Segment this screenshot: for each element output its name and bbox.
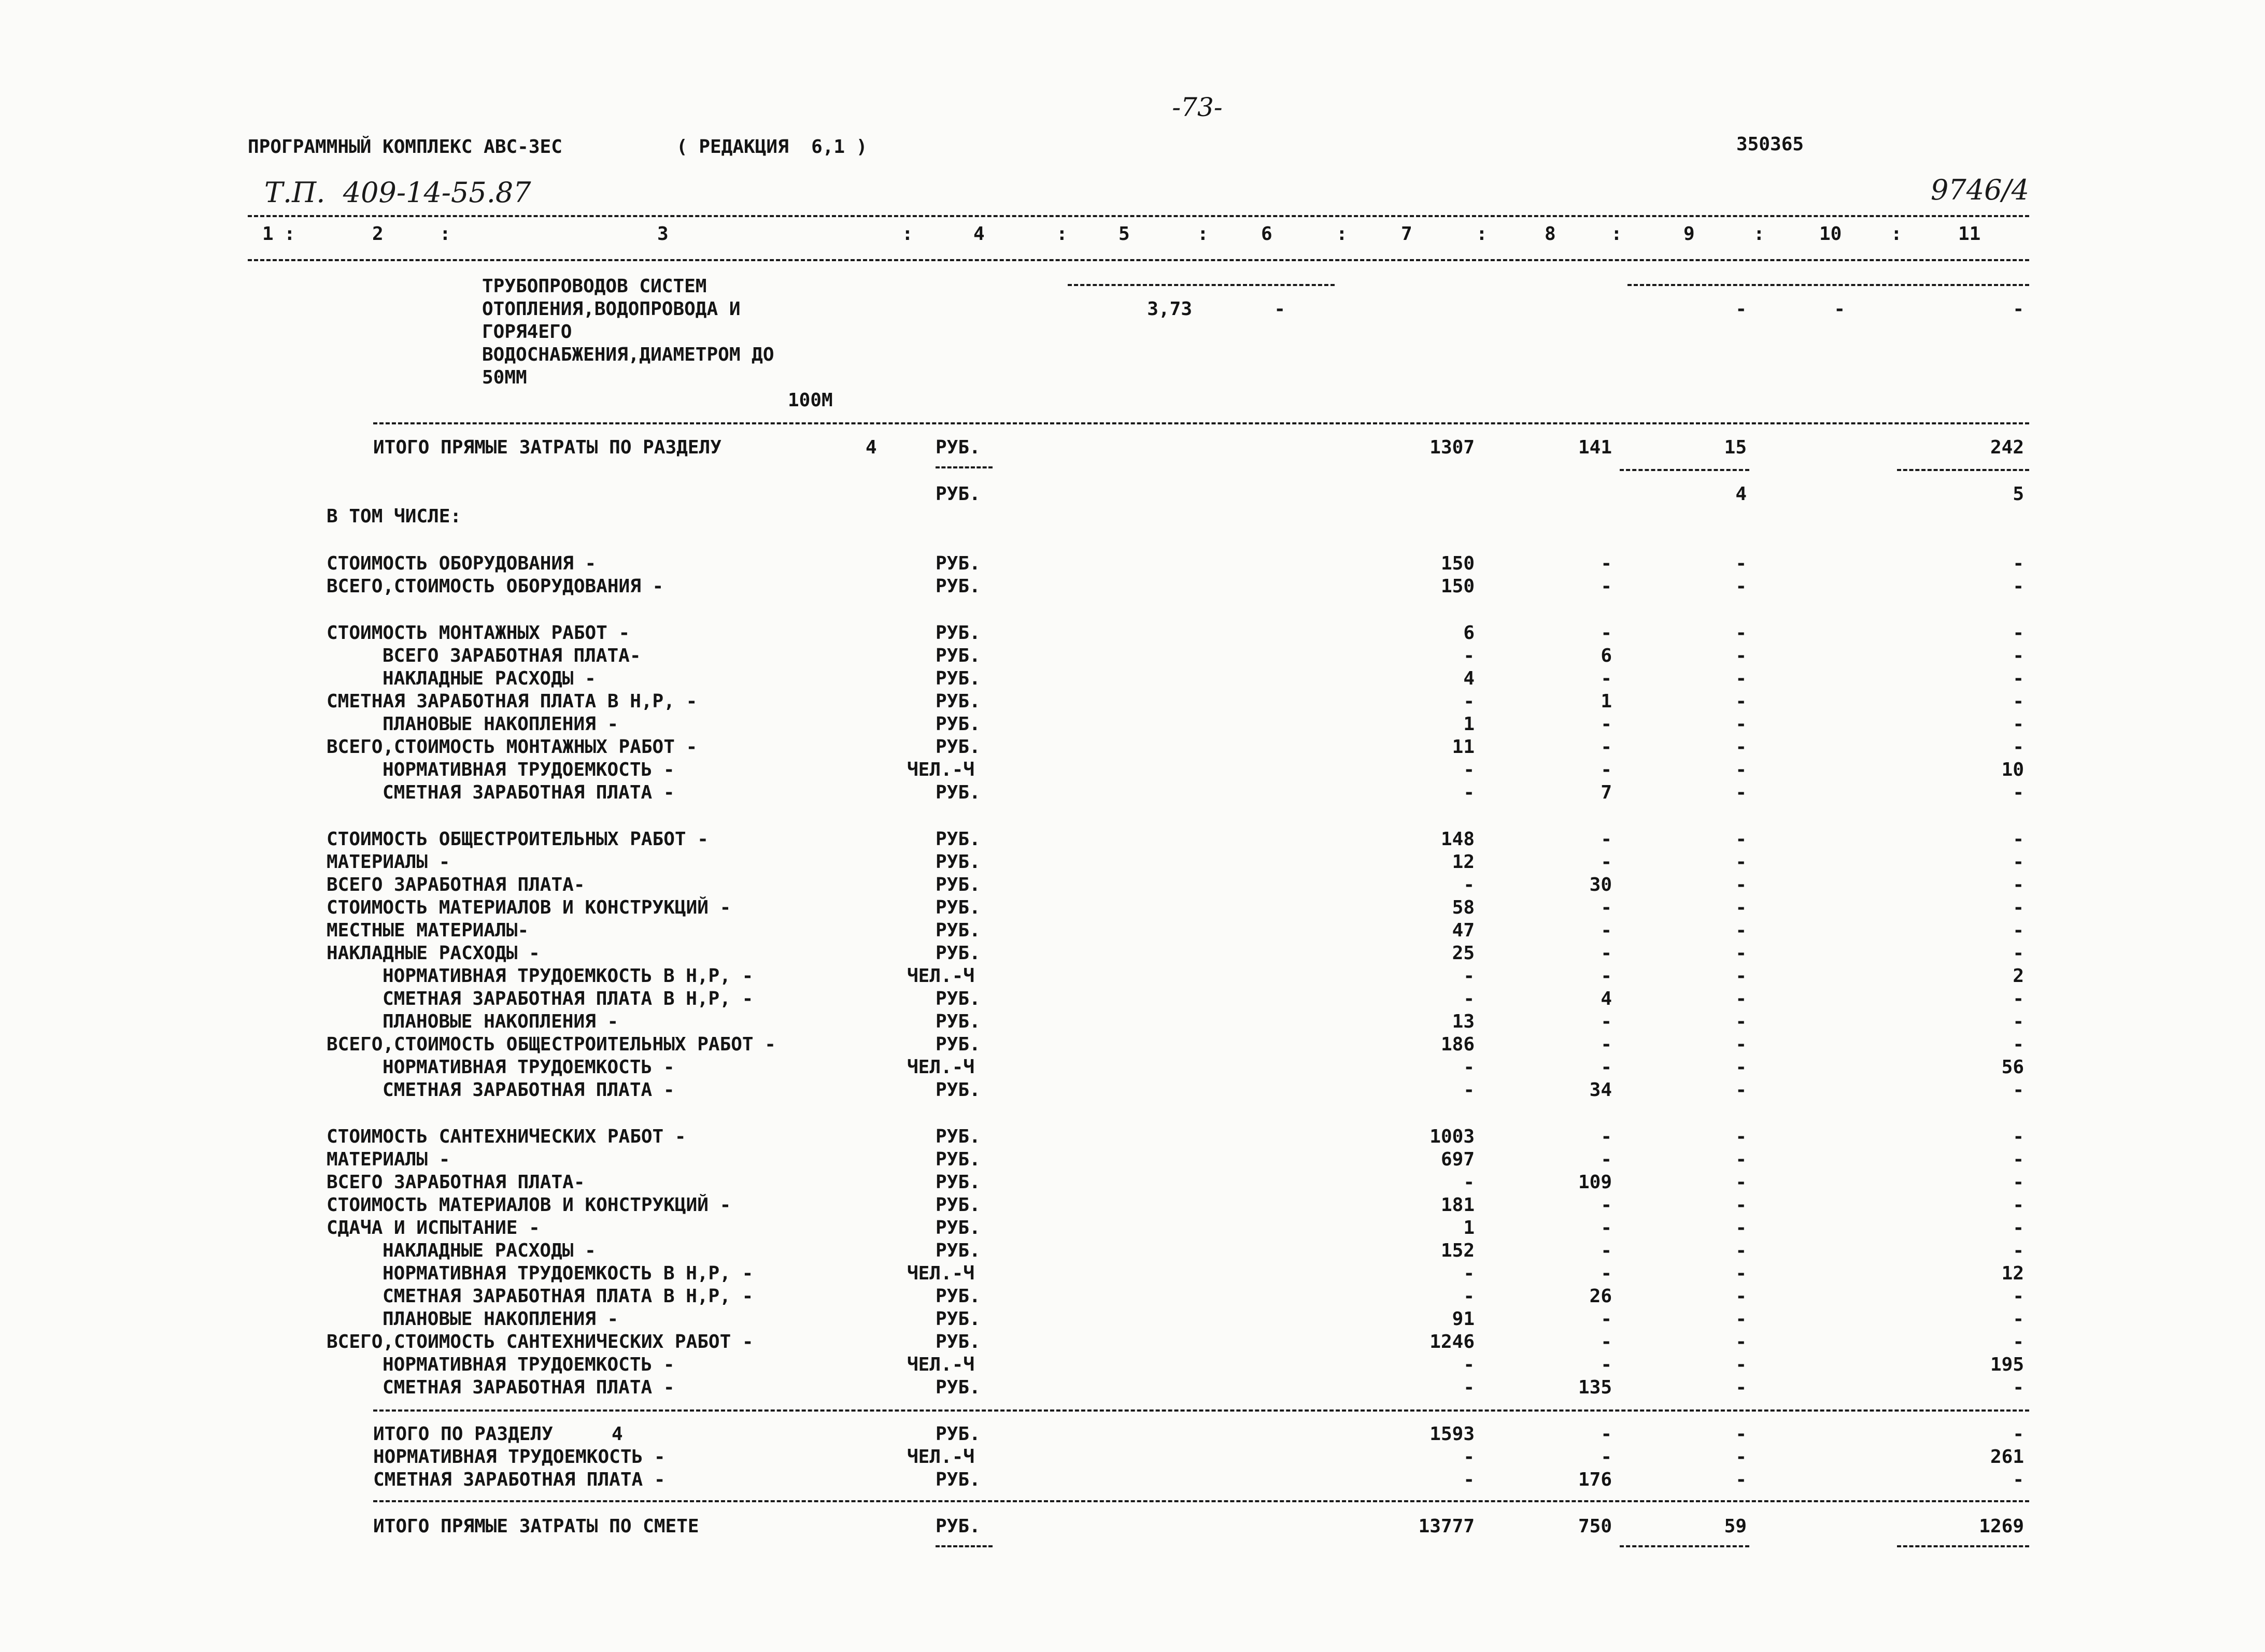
row-cell-c8: 141: [1578, 437, 1612, 458]
col-sep: :: [1476, 223, 1488, 245]
row-cell-c9: -: [1735, 874, 1747, 895]
row-unit: ЧЕЛ.-Ч: [907, 1263, 975, 1284]
row-cell-c8: 7: [1601, 782, 1612, 803]
row-cell-c9: -: [1735, 645, 1747, 666]
row-unit: РУБ.: [936, 988, 981, 1009]
row-cell-c7: 148: [1440, 829, 1475, 850]
item-line: ГОРЯ4ЕГО: [482, 321, 572, 343]
row-cell-c7: -: [1463, 1057, 1475, 1078]
row-cell-c9: -: [1735, 851, 1747, 873]
row-cell-c8: -: [1601, 1194, 1612, 1216]
row-unit: РУБ.: [936, 1126, 981, 1147]
row-unit: РУБ.: [936, 1377, 981, 1398]
row-cell-c11: -: [2013, 988, 2024, 1009]
row-cell-c8: 176: [1578, 1469, 1612, 1490]
row-cell-c7: -: [1463, 759, 1475, 780]
document-code: 350365: [1736, 134, 1804, 155]
row-cell-c11: -: [2013, 1011, 2024, 1032]
item-line: 50ММ: [482, 367, 527, 388]
row-cell-c8: -: [1601, 576, 1612, 597]
row-cell-c8: -: [1601, 1034, 1612, 1055]
row-cell-c9: -: [1735, 1240, 1747, 1261]
row-cell-c9: -: [1735, 943, 1747, 964]
row-cell-c11: -: [2013, 1240, 2024, 1261]
row-label: ПЛАНОВЫЕ НАКОПЛЕНИЯ -: [383, 714, 619, 735]
row-cell-c8: 26: [1589, 1286, 1612, 1307]
row-cell-c7: -: [1463, 1446, 1475, 1468]
row-cell-c11: -: [2013, 920, 2024, 941]
row-label: ВСЕГО,СТОИМОСТЬ ОБЩЕСТРОИТЕЛЬНЫХ РАБОТ -: [327, 1034, 776, 1055]
row-cell-c9: 15: [1724, 437, 1747, 458]
page-number: -73-: [1172, 92, 1223, 122]
row-cell-c7: 150: [1440, 553, 1475, 574]
row-cell-c11: -: [2013, 1217, 2024, 1238]
row-cell-c7: -: [1463, 1286, 1475, 1307]
row-label: СМЕТНАЯ ЗАРАБОТНАЯ ПЛАТА -: [383, 1079, 675, 1101]
project-reference: Т.П. 409-14-55.87: [264, 176, 531, 209]
row-unit: РУБ.: [936, 736, 981, 758]
row-cell-c8: -: [1601, 897, 1612, 918]
row-cell-c11: -: [2013, 851, 2024, 873]
col-h-1: 1: [262, 223, 274, 245]
row-cell-c9: -: [1735, 622, 1747, 644]
row-cell-c11: 12: [2001, 1263, 2024, 1284]
row-unit: РУБ.: [936, 1516, 981, 1537]
col-sep: :: [1336, 223, 1348, 245]
row-cell-c9: -: [1735, 668, 1747, 689]
row-unit: РУБ.: [936, 1331, 981, 1352]
row-cell-c9: -: [1735, 1079, 1747, 1101]
item-line: ВОДОСНАБЖЕНИЯ,ДИАМЕТРОМ ДО: [482, 344, 774, 365]
rule-subtotal: [1897, 1545, 2029, 1547]
row-label: СТОИМОСТЬ МОНТАЖНЫХ РАБОТ -: [327, 622, 630, 644]
row-cell-c8: -: [1601, 920, 1612, 941]
row-label: СТОИМОСТЬ САНТЕХНИЧЕСКИХ РАБОТ -: [327, 1126, 686, 1147]
row-cell-c11: -: [2013, 829, 2024, 850]
row-cell-c8: 1: [1601, 691, 1612, 712]
row-section-number: 4: [866, 437, 877, 458]
row-cell-c8: -: [1601, 1057, 1612, 1078]
row-cell-c7: 12: [1452, 851, 1475, 873]
col-sep: :: [1056, 223, 1068, 245]
item-c9: -: [1735, 298, 1747, 320]
row-cell-c8: 135: [1578, 1377, 1612, 1398]
row-unit: РУБ.: [936, 437, 981, 458]
row-label: НОРМАТИВНАЯ ТРУДОЕМКОСТЬ -: [383, 1354, 675, 1375]
row-unit: РУБ.: [936, 553, 981, 574]
row-unit: РУБ.: [936, 576, 981, 597]
row-cell-c8: -: [1601, 759, 1612, 780]
row-cell-c7: 1003: [1429, 1126, 1475, 1147]
col-h-7: 7: [1401, 223, 1412, 245]
row-unit: ЧЕЛ.-Ч: [907, 1446, 975, 1468]
row-cell-c7: 697: [1440, 1149, 1475, 1170]
row-cell-c7: -: [1463, 782, 1475, 803]
col-sep: :: [440, 223, 451, 245]
row-cell-c9: -: [1735, 1377, 1747, 1398]
col-h-9: 9: [1683, 223, 1695, 245]
row-unit: РУБ.: [936, 943, 981, 964]
row-unit: РУБ.: [936, 1469, 981, 1490]
rule-estimate-total: [373, 1500, 2029, 1502]
row-cell-c8: -: [1601, 1011, 1612, 1032]
sheet-reference: 9746/4: [1931, 174, 2029, 206]
row-cell-c8: 34: [1589, 1079, 1612, 1101]
row-cell-c8: 30: [1589, 874, 1612, 895]
row-cell-c11: -: [2013, 1034, 2024, 1055]
row-unit: РУБ.: [936, 1286, 981, 1307]
row-cell-c7: -: [1463, 1172, 1475, 1193]
row-label: ПЛАНОВЫЕ НАКОПЛЕНИЯ -: [383, 1011, 619, 1032]
row-cell-c9: -: [1735, 1286, 1747, 1307]
row-cell-c7: -: [1463, 965, 1475, 987]
row-cell-c9: -: [1735, 1354, 1747, 1375]
row-cell-c11: -: [2013, 1126, 2024, 1147]
row-cell-c7: 1593: [1429, 1423, 1475, 1445]
rule-unit-underline: [936, 1545, 993, 1547]
row-label: ВСЕГО ЗАРАБОТНАЯ ПЛАТА-: [383, 645, 641, 666]
row-cell-c8: -: [1601, 1149, 1612, 1170]
row-label: СМЕТНАЯ ЗАРАБОТНАЯ ПЛАТА -: [383, 782, 675, 803]
col-h-11: 11: [1958, 223, 1981, 245]
row-cell-c9: -: [1735, 691, 1747, 712]
row-unit: ЧЕЛ.-Ч: [907, 759, 975, 780]
row-cell-c8: -: [1601, 1217, 1612, 1238]
row-label: СДАЧА И ИСПЫТАНИЕ -: [327, 1217, 540, 1238]
row-unit: РУБ.: [936, 829, 981, 850]
row-cell-c8: -: [1601, 1263, 1612, 1284]
row-cell-c7: 13777: [1418, 1516, 1475, 1537]
row-cell-c11: 261: [1990, 1446, 2024, 1468]
row-unit: РУБ.: [936, 851, 981, 873]
item-c11: -: [2013, 298, 2024, 320]
row-cell-c7: 6: [1463, 622, 1475, 644]
row-cell-c11: -: [2013, 1331, 2024, 1352]
row-label: МАТЕРИАЛЫ -: [327, 851, 450, 873]
row-cell-c11: 242: [1990, 437, 2024, 458]
row-cell-c11: -: [2013, 874, 2024, 895]
row-cell-c8: -: [1601, 1240, 1612, 1261]
row-unit: РУБ.: [936, 782, 981, 803]
row-cell-c7: 47: [1452, 920, 1475, 941]
row-cell-c11: 2: [2013, 965, 2024, 987]
rule-section: [373, 422, 2029, 424]
row-label: СМЕТНАЯ ЗАРАБОТНАЯ ПЛАТА В Н,Р, -: [383, 1286, 754, 1307]
row-unit: РУБ.: [936, 874, 981, 895]
row-label: ВСЕГО ЗАРАБОТНАЯ ПЛАТА-: [327, 1172, 585, 1193]
col-h-6: 6: [1261, 223, 1272, 245]
row-cell-c8: -: [1601, 668, 1612, 689]
row-cell-c8: -: [1601, 622, 1612, 644]
row-cell-c8: -: [1601, 1446, 1612, 1468]
row-cell-c11: -: [2013, 1172, 2024, 1193]
row-cell-c11: -: [2013, 668, 2024, 689]
row-cell-c7: 4: [1463, 668, 1475, 689]
row-cell-c11: -: [2013, 1377, 2024, 1398]
row-cell-c8: -: [1601, 553, 1612, 574]
rule-short: [1627, 284, 2029, 286]
row-unit: РУБ.: [936, 1240, 981, 1261]
item-unit: 100М: [788, 390, 833, 411]
row-label: НОРМАТИВНАЯ ТРУДОЕМКОСТЬ -: [383, 759, 675, 780]
row-cell-c7: 13: [1452, 1011, 1475, 1032]
row-cell-c11: -: [2013, 897, 2024, 918]
row-cell-c11: 195: [1990, 1354, 2024, 1375]
row-cell-c7: 186: [1440, 1034, 1475, 1055]
row-cell-c8: -: [1601, 736, 1612, 758]
row-unit: РУБ.: [936, 1011, 981, 1032]
row-cell-c11: -: [2013, 1469, 2024, 1490]
program-title: ПРОГРАММНЫЙ КОМПЛЕКС АВС-3ЕС: [248, 136, 562, 158]
row-label: СМЕТНАЯ ЗАРАБОТНАЯ ПЛАТА -: [373, 1469, 666, 1490]
row-cell-c11: -: [2013, 622, 2024, 644]
row-cell-c11: -: [2013, 645, 2024, 666]
row-cell-c9: -: [1735, 714, 1747, 735]
rule-top: [248, 215, 2029, 217]
row-cell-c7: 1307: [1429, 437, 1475, 458]
row-cell-c7: -: [1463, 1354, 1475, 1375]
row-cell-c11: -: [2013, 943, 2024, 964]
row-cell-c9: 4: [1735, 483, 1747, 505]
row-cell-c9: -: [1735, 782, 1747, 803]
row-cell-c11: -: [2013, 1286, 2024, 1307]
col-h-2: 2: [372, 223, 384, 245]
row-cell-c9: -: [1735, 988, 1747, 1009]
row-cell-c9: -: [1735, 759, 1747, 780]
item-line: ТРУБОПРОВОДОВ СИСТЕМ: [482, 276, 707, 297]
col-h-10: 10: [1819, 223, 1842, 245]
row-unit: ЧЕЛ.-Ч: [907, 1057, 975, 1078]
row-label: НАКЛАДНЫЕ РАСХОДЫ -: [327, 943, 540, 964]
col-h-8: 8: [1545, 223, 1556, 245]
row-label: ВСЕГО,СТОИМОСТЬ САНТЕХНИЧЕСКИХ РАБОТ -: [327, 1331, 754, 1352]
row-cell-c8: -: [1601, 1354, 1612, 1375]
row-cell-c9: -: [1735, 829, 1747, 850]
row-cell-c7: -: [1463, 1263, 1475, 1284]
row-cell-c9: -: [1735, 1194, 1747, 1216]
row-cell-c9: -: [1735, 1423, 1747, 1445]
col-sep: :: [1197, 223, 1209, 245]
col-sep: :: [902, 223, 913, 245]
row-unit: РУБ.: [936, 1172, 981, 1193]
rule-short: [1068, 284, 1335, 286]
row-cell-c8: 109: [1578, 1172, 1612, 1193]
item-c6: -: [1274, 298, 1285, 320]
row-label: СМЕТНАЯ ЗАРАБОТНАЯ ПЛАТА -: [383, 1377, 675, 1398]
row-label: МАТЕРИАЛЫ -: [327, 1149, 450, 1170]
row-cell-c7: -: [1463, 1469, 1475, 1490]
row-label: СТОИМОСТЬ МАТЕРИАЛОВ И КОНСТРУКЦИЙ -: [327, 897, 731, 918]
row-label: НОРМАТИВНАЯ ТРУДОЕМКОСТЬ В Н,Р, -: [383, 965, 754, 987]
row-cell-c8: -: [1601, 1331, 1612, 1352]
row-cell-c7: 150: [1440, 576, 1475, 597]
rule-unit-underline: [936, 466, 993, 468]
row-cell-c11: 56: [2001, 1057, 2024, 1078]
row-label: ИТОГО ПРЯМЫЕ ЗАТРАТЫ ПО РАЗДЕЛУ: [373, 437, 721, 458]
row-cell-c11: 1269: [1979, 1516, 2024, 1537]
rule-subtotal: [1620, 469, 1749, 471]
rule-header: [248, 259, 2029, 261]
rule-subtotal: [1620, 1545, 1749, 1547]
row-cell-c11: -: [2013, 1308, 2024, 1330]
row-cell-c7: 1: [1463, 714, 1475, 735]
row-cell-c7: -: [1463, 645, 1475, 666]
row-unit: РУБ.: [936, 1149, 981, 1170]
row-unit: РУБ.: [936, 622, 981, 644]
row-cell-c11: -: [2013, 736, 2024, 758]
row-cell-c7: -: [1463, 988, 1475, 1009]
row-section-number: 4: [612, 1423, 623, 1445]
row-unit: РУБ.: [936, 645, 981, 666]
row-cell-c9: -: [1735, 1446, 1747, 1468]
row-cell-c11: -: [2013, 1149, 2024, 1170]
row-label: В ТОМ ЧИСЛЕ:: [327, 506, 462, 527]
row-label: НАКЛАДНЫЕ РАСХОДЫ -: [383, 668, 596, 689]
row-label: ПЛАНОВЫЕ НАКОПЛЕНИЯ -: [383, 1308, 619, 1330]
row-unit: РУБ.: [936, 714, 981, 735]
row-label: НАКЛАДНЫЕ РАСХОДЫ -: [383, 1240, 596, 1261]
row-cell-c11: -: [2013, 1423, 2024, 1445]
row-cell-c9: -: [1735, 1172, 1747, 1193]
col-sep: :: [1753, 223, 1765, 245]
row-cell-c11: 5: [2013, 483, 2024, 505]
row-cell-c8: -: [1601, 1423, 1612, 1445]
row-label: ИТОГО ПРЯМЫЕ ЗАТРАТЫ ПО СМЕТЕ: [373, 1516, 699, 1537]
row-cell-c9: -: [1735, 1263, 1747, 1284]
col-h-5: 5: [1119, 223, 1130, 245]
row-cell-c11: 10: [2001, 759, 2024, 780]
row-unit: РУБ.: [936, 1308, 981, 1330]
item-line: ОТОПЛЕНИЯ,ВОДОПРОВОДА И: [482, 298, 741, 320]
row-cell-c8: -: [1601, 851, 1612, 873]
row-cell-c7: -: [1463, 1079, 1475, 1101]
row-cell-c11: -: [2013, 782, 2024, 803]
row-cell-c8: -: [1601, 1308, 1612, 1330]
edition-label: ( РЕДАКЦИЯ 6,1 ): [676, 136, 868, 158]
row-unit: РУБ.: [936, 668, 981, 689]
row-label: СТОИМОСТЬ ОБЩЕСТРОИТЕЛЬНЫХ РАБОТ -: [327, 829, 709, 850]
row-label: СМЕТНАЯ ЗАРАБОТНАЯ ПЛАТА В Н,Р, -: [327, 691, 698, 712]
col-sep: :: [284, 223, 295, 245]
row-cell-c9: -: [1735, 1057, 1747, 1078]
row-label: ВСЕГО,СТОИМОСТЬ МОНТАЖНЫХ РАБОТ -: [327, 736, 698, 758]
row-label: НОРМАТИВНАЯ ТРУДОЕМКОСТЬ В Н,Р, -: [383, 1263, 754, 1284]
row-cell-c7: 91: [1452, 1308, 1475, 1330]
row-label: НОРМАТИВНАЯ ТРУДОЕМКОСТЬ -: [373, 1446, 666, 1468]
row-cell-c7: 25: [1452, 943, 1475, 964]
row-cell-c9: -: [1735, 1308, 1747, 1330]
row-cell-c9: -: [1735, 1217, 1747, 1238]
row-cell-c9: -: [1735, 1469, 1747, 1490]
row-cell-c11: -: [2013, 691, 2024, 712]
row-cell-c11: -: [2013, 1079, 2024, 1101]
row-unit: РУБ.: [936, 691, 981, 712]
row-cell-c9: -: [1735, 1126, 1747, 1147]
row-unit: РУБ.: [936, 1079, 981, 1101]
row-cell-c9: -: [1735, 897, 1747, 918]
row-cell-c9: -: [1735, 1149, 1747, 1170]
row-cell-c11: -: [2013, 576, 2024, 597]
row-cell-c8: -: [1601, 965, 1612, 987]
row-unit: ЧЕЛ.-Ч: [907, 965, 975, 987]
row-cell-c9: -: [1735, 553, 1747, 574]
row-cell-c9: -: [1735, 576, 1747, 597]
row-label: НОРМАТИВНАЯ ТРУДОЕМКОСТЬ -: [383, 1057, 675, 1078]
row-cell-c7: -: [1463, 691, 1475, 712]
row-cell-c7: -: [1463, 1377, 1475, 1398]
row-cell-c8: 4: [1601, 988, 1612, 1009]
row-label: ВСЕГО,СТОИМОСТЬ ОБОРУДОВАНИЯ -: [327, 576, 664, 597]
row-unit: РУБ.: [936, 483, 981, 505]
row-unit: РУБ.: [936, 1034, 981, 1055]
row-unit: ЧЕЛ.-Ч: [907, 1354, 975, 1375]
item-c10: -: [1834, 298, 1845, 320]
row-cell-c9: -: [1735, 920, 1747, 941]
row-cell-c11: -: [2013, 553, 2024, 574]
row-cell-c9: -: [1735, 1011, 1747, 1032]
col-sep: :: [1891, 223, 1902, 245]
row-label: СТОИМОСТЬ ОБОРУДОВАНИЯ -: [327, 553, 597, 574]
row-label: ВСЕГО ЗАРАБОТНАЯ ПЛАТА-: [327, 874, 585, 895]
item-c5: 3,73: [1147, 298, 1192, 320]
row-cell-c9: -: [1735, 736, 1747, 758]
row-label: МЕСТНЫЕ МАТЕРИАЛЫ-: [327, 920, 529, 941]
row-label: СМЕТНАЯ ЗАРАБОТНАЯ ПЛАТА В Н,Р, -: [383, 988, 754, 1009]
row-label: ИТОГО ПО РАЗДЕЛУ: [373, 1423, 553, 1445]
rule-subtotal: [1897, 469, 2029, 471]
row-cell-c7: 1246: [1429, 1331, 1475, 1352]
row-label: СТОИМОСТЬ МАТЕРИАЛОВ И КОНСТРУКЦИЙ -: [327, 1194, 731, 1216]
row-cell-c7: 152: [1440, 1240, 1475, 1261]
row-cell-c8: -: [1601, 829, 1612, 850]
row-unit: РУБ.: [936, 1423, 981, 1445]
col-sep: :: [1611, 223, 1622, 245]
row-cell-c7: 58: [1452, 897, 1475, 918]
row-cell-c7: -: [1463, 874, 1475, 895]
col-h-3: 3: [657, 223, 669, 245]
row-unit: РУБ.: [936, 1217, 981, 1238]
row-cell-c9: -: [1735, 1331, 1747, 1352]
col-h-4: 4: [973, 223, 985, 245]
row-cell-c9: 59: [1724, 1516, 1747, 1537]
row-cell-c11: -: [2013, 714, 2024, 735]
row-cell-c8: 750: [1578, 1516, 1612, 1537]
row-cell-c7: 181: [1440, 1194, 1475, 1216]
row-cell-c7: 1: [1463, 1217, 1475, 1238]
row-cell-c7: 11: [1452, 736, 1475, 758]
row-unit: РУБ.: [936, 1194, 981, 1216]
row-unit: РУБ.: [936, 920, 981, 941]
row-cell-c9: -: [1735, 1034, 1747, 1055]
rule-section-total: [373, 1409, 2029, 1412]
row-cell-c9: -: [1735, 965, 1747, 987]
row-cell-c8: 6: [1601, 645, 1612, 666]
row-unit: РУБ.: [936, 897, 981, 918]
row-cell-c8: -: [1601, 714, 1612, 735]
row-cell-c11: -: [2013, 1194, 2024, 1216]
row-cell-c8: -: [1601, 943, 1612, 964]
row-cell-c8: -: [1601, 1126, 1612, 1147]
